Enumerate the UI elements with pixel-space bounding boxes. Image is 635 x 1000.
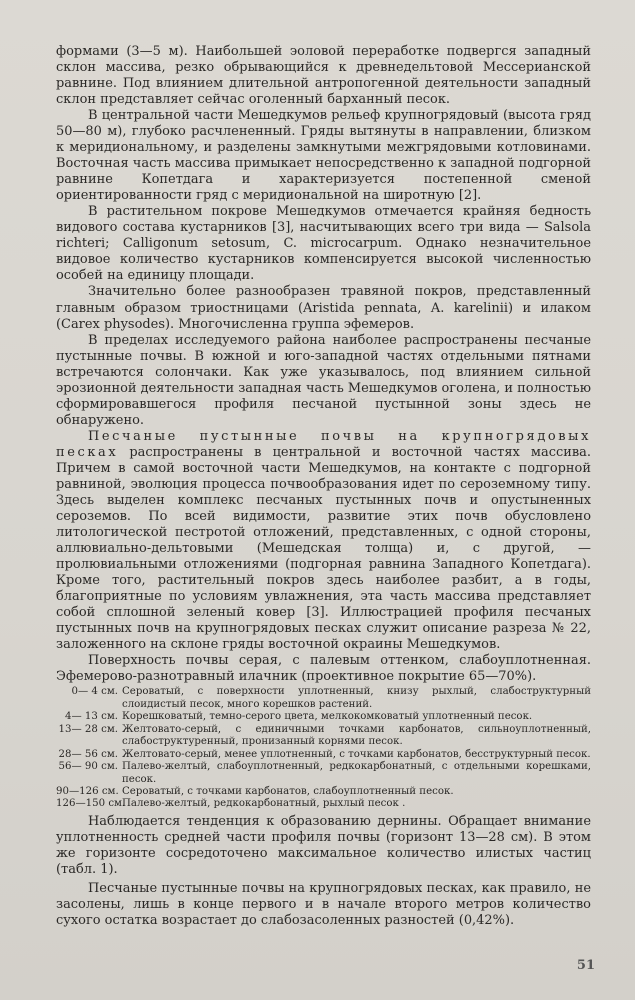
spaced-heading: Песчаные пустынные почвы на крупногрядовых песках — [56, 428, 591, 460]
closing-paragraph-1: Наблюдается тенденция к образованию дернины. Обращает внимание уплотненность средней части профиля почвы (горизонт 13—28 см). В этом же горизонте сосредоточено максимальное количество илистых частиц (табл. 1). — [56, 813, 591, 878]
horizon-description: Желтовато-серый, с единичными точками карбонатов, сильноуплотненный, слабоструктуренный, пронизанный корнями песок. — [122, 723, 591, 748]
horizon-description: Палево-желтый, редкокарбонатный, рыхлый песок . — [122, 798, 406, 810]
horizon-description: Сероватый, с точками карбонатов, слабоуплотненный песок. — [122, 786, 454, 797]
paragraph-3: В растительном покрове Мешедкумов отмечается крайняя бедность видового состава кустарников [3], насчитывающих всего три вида — Salsola richteri; Calligonum setosum, C. microcarpum. Однако незначительное видовое количество кустарников компенсируется высокой численностью особей на единицу площади. — [56, 204, 591, 284]
horizon-depth: 0— 4 см. — [71, 686, 118, 698]
paragraph-7: Поверхность почвы серая, с палевым оттенком, слабоуплотненная. Эфемерово-разнотравный илачник (проективное покрытие 65—70%). — [56, 653, 591, 685]
horizon-depth: 4— 13 см. — [65, 711, 118, 723]
paragraph-4: Значительно более разнообразен травяной покров, представленный главным образом триостницами (Aristida pennata, A. karelinii) и илаком (Carex physodes). Многочисленна группа эфемеров. — [56, 284, 591, 332]
horizon-depth: 126—150 см. — [56, 798, 126, 810]
horizon-description: Корешковатый, темно-серого цвета, мелкокомковатый уплотненный песок. — [122, 711, 533, 723]
profile-row — [56, 711, 591, 723]
profile-row — [56, 786, 591, 798]
profile-row — [56, 724, 591, 749]
horizon-depth: 90—126 см. — [56, 786, 119, 797]
main-text — [56, 44, 591, 929]
paragraph-6-text: распространены в центральной и восточной частях массива. Причем в самой восточной части Мешедкумов, на контакте с подгорной равниной, эволюция процесса почвообразования идет по сероземному типу. Здесь выделен комплекс песчаных пустынных почв и опустыненных сероземов. По всей видимости, развитие этих почв обусловлено литологической пестротой отложений, представленных, с одной стороны, аллювиально-дельтовыми (Мешедская толща) и, с другой, — пролювиальными отложениями (подгорная равнина Западного Копетдага). Кроме того, растительный покров здесь наиболее разбит, а в годы, благоприятные по условиям увлажнения, эта часть массива представляет собой сплошной зеленый ковер [3]. Иллюстрацией профиля песчаных пустынных почв на крупногрядовых песках служит описание разреза № 22, заложенного на склоне гряды восточной окраины Мешедкумов. — [56, 444, 591, 653]
horizon-description: Сероватый, с поверхности уплотненный, книзу рыхлый, слабоструктурный слоидистый песок, много корешков растений. — [122, 686, 591, 710]
paragraph-2: В центральной части Мешедкумов рельеф крупногрядовый (высота гряд 50—80 м), глубоко расчлененный. Гряды вытянуты в направлении, близком к меридиональному, и разделены замкнутыми межгрядовыми котловинами. Восточная часть массива примыкает непосредственно к западной подгорной равнине Копетдага и характеризуется постепенной сменой ориентированности гряд с меридиональной на широтную [2]. — [56, 108, 591, 204]
soil-profile-description — [56, 686, 591, 811]
profile-row — [56, 798, 591, 810]
profile-row — [56, 761, 591, 786]
paragraph-5: В пределах исследуемого района наиболее распространены песчаные пустынные почвы. В южной и юго-западной частях отдельными пятнами встречаются солончаки. Как уже указывалось, под влиянием сильной эрозионной деятельности западная часть Мешедкумов оголена, и полностью сформировавшегося профиля песчаной пустынной зоны здесь не обнаружено. — [56, 332, 591, 428]
horizon-depth: 13— 28 см. — [58, 723, 118, 735]
horizon-description: Желтовато-серый, менее уплотненный, с точками карбонатов, бесструктурный песок. — [122, 748, 591, 760]
horizon-depth: 28— 56 см. — [58, 748, 118, 760]
paragraph-1: формами (3—5 м). Наибольшей эоловой переработке подвергся западный склон массива, резко обрывающийся к древнедельтовой Мессерианской равнине. Под влиянием длительной антропогенной деятельности западный склон представляет сейчас оголенный барханный песок. — [56, 44, 591, 108]
horizon-depth: 56— 90 см. — [58, 761, 118, 773]
page-number: 51 — [576, 958, 595, 973]
closing-paragraph-2: Песчаные пустынные почвы на крупногрядовых песках, как правило, не засолены, лишь в конце первого и в начале второго метров количество сухого остатка возрастает до слабозасоленных разностей (0,42%). — [56, 881, 591, 929]
paragraph-6 — [56, 429, 591, 653]
profile-row — [56, 749, 591, 761]
profile-row — [56, 686, 591, 711]
horizon-description: Палево-желтый, слабоуплотненный, редкокарбонатный, с отдельными корешками, песок. — [122, 761, 591, 785]
